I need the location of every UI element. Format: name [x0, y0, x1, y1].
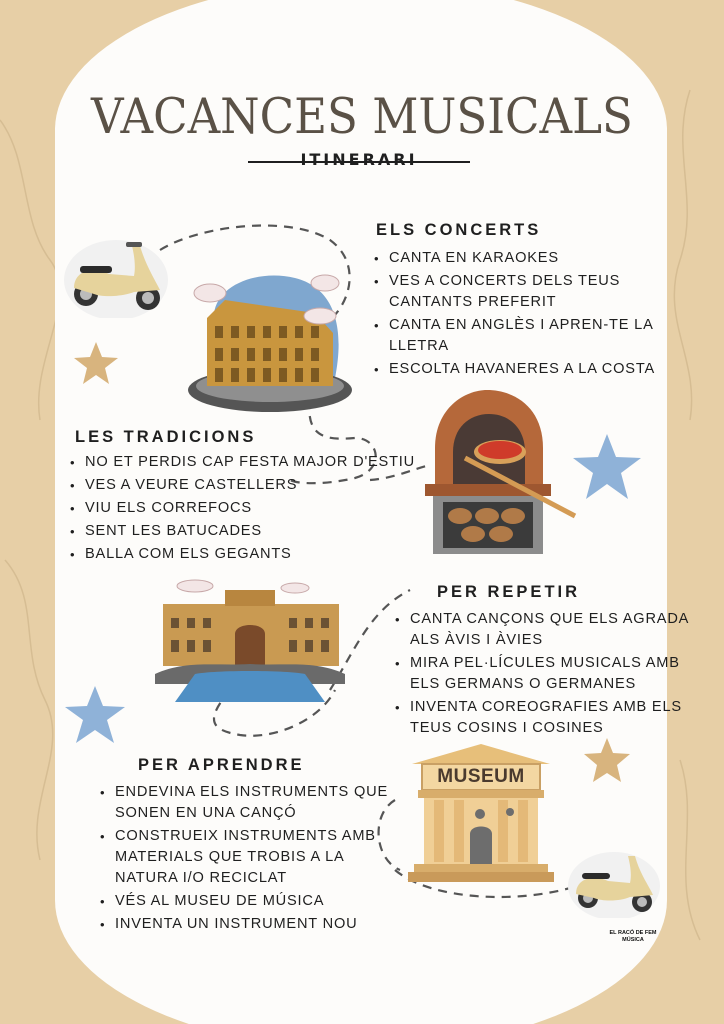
list-item: • VÉS AL MUSEU DE MÚSICA — [98, 891, 398, 912]
section-heading-repetir: PER REPETIR — [437, 583, 581, 601]
list-concerts — [372, 248, 672, 382]
section-heading-concerts: ELS CONCERTS — [376, 221, 542, 239]
page-title: VACANCES MUSICALS — [91, 88, 633, 145]
subtitle-text: ITINERARI — [300, 150, 418, 169]
brand-logo: EL RACÓ DE FEM MÚSICA — [609, 930, 657, 943]
list-item: • BALLA COM ELS GEGANTS — [68, 544, 418, 565]
pizza-oven-icon — [425, 388, 585, 556]
list-item: • CANTA EN KARAOKES — [372, 248, 672, 269]
list-aprendre — [98, 782, 398, 937]
section-heading-aprendre: PER APRENDRE — [138, 756, 305, 774]
museum-sign-text: MUSEUM — [437, 766, 525, 787]
blue-star-icon — [570, 432, 644, 502]
gold-star-icon — [72, 340, 120, 386]
museum-icon — [408, 742, 554, 884]
list-item: • INVENTA COREOGRAFIES AMB ELS TEUS COSINS I COSINES — [393, 697, 703, 739]
list-repetir — [393, 609, 703, 741]
colosseum-icon — [185, 268, 355, 418]
trevi-fountain-icon — [155, 574, 345, 704]
section-heading-tradicions: LES TRADICIONS — [75, 428, 257, 446]
list-item: • CANTA EN ANGLÈS I APREN-TE LA LLETRA — [372, 315, 672, 357]
scooter-icon — [568, 848, 660, 918]
list-item: • ESCOLTA HAVANERES A LA COSTA — [372, 359, 672, 380]
list-item: • MIRA PEL·LÍCULES MUSICALS AMB ELS GERMANS O GERMANES — [393, 653, 703, 695]
scooter-icon — [64, 236, 168, 318]
list-item: • VES A VEURE CASTELLERS — [68, 475, 418, 496]
blue-star-icon — [62, 684, 128, 746]
gold-star-icon — [582, 736, 632, 784]
list-item: • CONSTRUEIX INSTRUMENTS AMB MATERIALS QUE TROBIS A LA NATURA I/O RECICLAT — [98, 826, 398, 889]
list-item: • CANTA CANÇONS QUE ELS AGRADA ALS ÀVIS I ÀVIES — [393, 609, 703, 651]
list-tradicions — [68, 452, 418, 567]
list-item: • NO ET PERDIS CAP FESTA MAJOR D'ESTIU — [68, 452, 418, 473]
list-item: • INVENTA UN INSTRUMENT NOU — [98, 914, 398, 935]
list-item: • SENT LES BATUCADES — [68, 521, 418, 542]
list-item: • VIU ELS CORREFOCS — [68, 498, 418, 519]
list-item: • VES A CONCERTS DELS TEUS CANTANTS PREFERIT — [372, 271, 672, 313]
list-item: • ENDEVINA ELS INSTRUMENTS QUE SONEN EN UNA CANÇÓ — [98, 782, 398, 824]
